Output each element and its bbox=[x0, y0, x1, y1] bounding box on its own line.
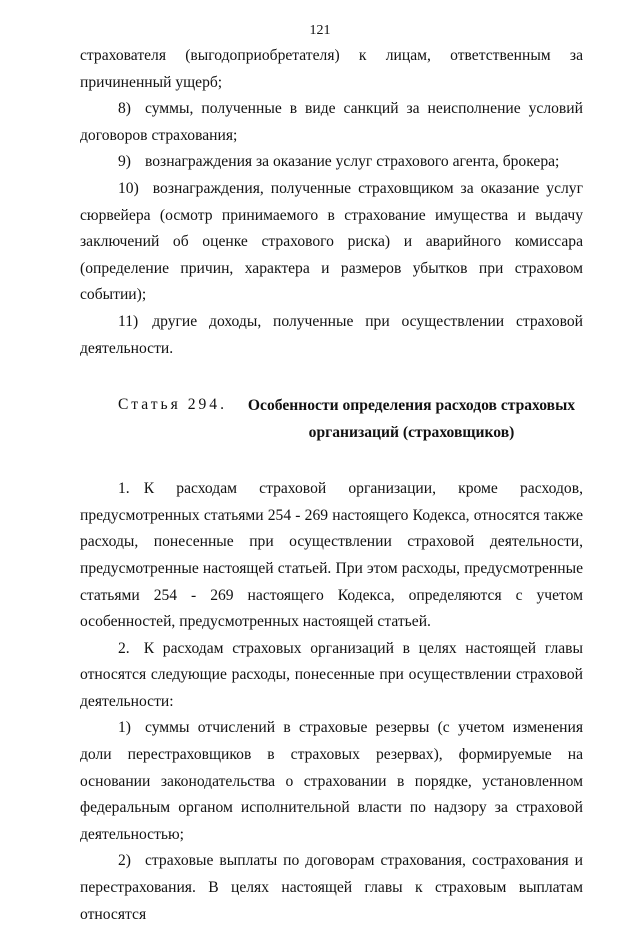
paragraph-text: К расходам страховой организации, кроме расходов, предусмотренных статьями 254 - 269 настоящего Кодекса, относятся также расходы, понесенные при осуществлении страховой деятельности, предусмотренные настоящей статьей. При этом расходы, предусмотренные статьями 254 - 269 настоящего Кодекса, определяются с учетом особенностей, предусмотренных настоящей статьей. bbox=[80, 480, 583, 631]
paragraph-text: страхователя (выгодоприобретателя) к лицам, ответственным за причиненный ущерб; bbox=[80, 47, 583, 91]
article-heading bbox=[80, 392, 583, 446]
list-item-8 bbox=[80, 96, 583, 149]
list-item-number: 2) bbox=[118, 852, 131, 870]
list-item-2 bbox=[80, 848, 583, 928]
list-item-number: 8) bbox=[118, 100, 131, 118]
list-item-number: 10) bbox=[118, 179, 139, 197]
paragraph-text: другие доходы, полученные при осуществлении страховой деятельности. bbox=[80, 312, 583, 357]
article-label: Статья 294. bbox=[118, 396, 228, 414]
clause-2 bbox=[80, 636, 583, 716]
paragraph-text: вознаграждения, полученные страховщиком за оказание услуг сюрвейера (осмотр принимаемого в страхование имущества и выдачу заключений об оценке страхового риска) и аварийного комиссара (определение причин, характера и размеров убытков при страховом событии); bbox=[80, 179, 583, 304]
clause-number: 1. bbox=[118, 480, 130, 498]
list-item-1 bbox=[80, 715, 583, 848]
clause-1 bbox=[80, 476, 583, 636]
list-item-number: 11) bbox=[118, 312, 139, 330]
list-item-number: 1) bbox=[118, 719, 131, 737]
list-item-number: 9) bbox=[118, 153, 131, 171]
clause-number: 2. bbox=[118, 639, 130, 657]
paragraph-text: К расходам страховых организаций в целях настоящей главы относятся следующие расходы, понесенные при осуществлении страховой деятельности: bbox=[80, 639, 583, 710]
page-number: 121 bbox=[309, 23, 331, 38]
paragraph-text: вознаграждения за оказание услуг страхового агента, брокера; bbox=[145, 153, 560, 171]
paragraph-continuation bbox=[80, 43, 583, 96]
article-title: Особенности определения расходов страховых организаций (страховщиков) bbox=[247, 397, 576, 442]
list-item-9 bbox=[80, 149, 583, 176]
paragraph-text: суммы отчислений в страховые резервы (с учетом изменения доли перестраховщиков в страховых резервах), формируемые на основании законодательства о страховании в порядке, установленном федеральным органом исполнительной власти по надзору за страховой деятельностью; bbox=[80, 719, 583, 843]
list-item-11 bbox=[80, 309, 583, 362]
paragraph-text: суммы, полученные в виде санкций за неисполнение условий договоров страхования; bbox=[80, 100, 583, 144]
document-body bbox=[80, 43, 583, 928]
paragraph-text: страховые выплаты по договорам страхования, сострахования и перестрахования. В целях настоящей главы к страховым выплатам относятся bbox=[80, 852, 583, 923]
list-item-10 bbox=[80, 176, 583, 309]
